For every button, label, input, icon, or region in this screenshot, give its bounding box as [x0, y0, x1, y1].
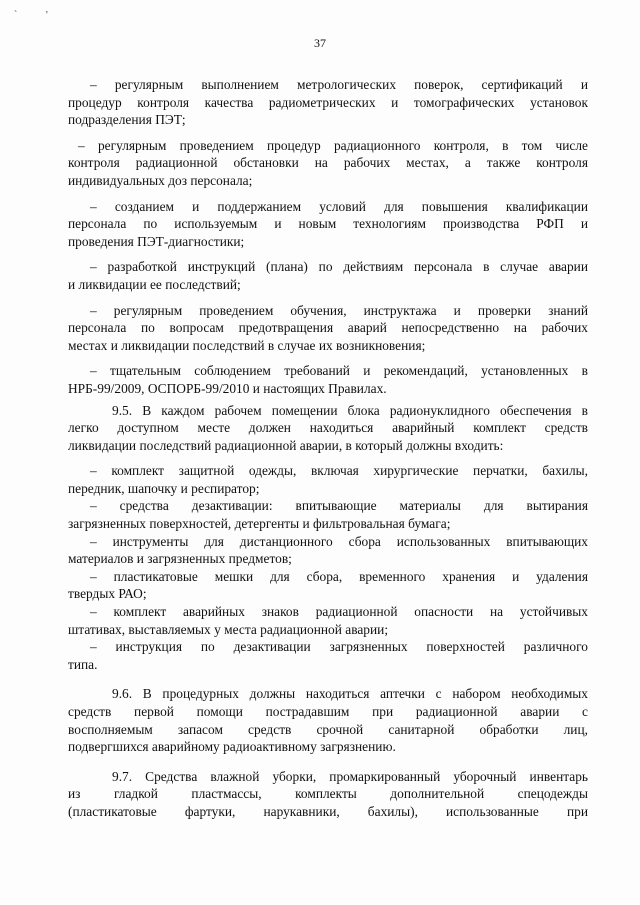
- text-line: персонала по используемым и новым технологиям производства РФП и: [68, 216, 588, 232]
- text-line: индивидуальных доз персонала;: [68, 172, 253, 188]
- text-line: персонала по вопросам предотвращения аварий непосредственно на рабочих: [68, 320, 588, 336]
- text-line: 9.5. В каждом рабочем помещении блока радионуклидного обеспечения в: [112, 402, 588, 418]
- text-line: 9.6. В процедурных должны находиться аптечки с набором необходимых: [112, 686, 588, 702]
- text-line: – инструкция по дезактивации загрязненных поверхностей различного: [90, 639, 588, 655]
- text-line: подвергшихся аварийному радиоактивному загрязнению.: [68, 739, 396, 755]
- list-item: [68, 603, 588, 638]
- text-line: – инструменты для дистанционного сбора использованных впитывающих: [90, 533, 588, 549]
- text-line: восполняемым запасом средств срочной санитарной обработки лиц,: [68, 721, 588, 737]
- paragraph-9-6: [68, 685, 588, 755]
- list-item: [68, 533, 588, 568]
- text-line: легко доступном месте должен находиться аварийный комплект средств: [68, 420, 588, 436]
- paragraph: [68, 198, 588, 251]
- text-line: средств первой помощи пострадавшим при радиационной аварии с: [68, 704, 588, 719]
- text-line: – пластикатовые мешки для сбора, временного хранения и удаления: [90, 568, 588, 584]
- text-line: из гладкой пластмассы, комплекты дополнительной спецодежды: [68, 786, 588, 802]
- text-line: 9.7. Средства влажной уборки, промаркированный уборочный инвентарь: [112, 768, 588, 784]
- text-line: типа.: [68, 656, 98, 672]
- paragraph: [68, 258, 588, 293]
- paragraph-9-7: [68, 768, 588, 821]
- text-line: – тщательным соблюдением требований и рекомендаций, установленных в: [90, 363, 588, 379]
- text-line: (пластикатовые фартуки, нарукавники, бахилы), использованные при: [68, 803, 588, 819]
- text-line: ликвидации последствий радиационной аварии, в который должны входить:: [68, 437, 504, 453]
- text-line: – регулярным проведением процедур радиационного контроля, в том числе: [78, 137, 588, 153]
- text-line: проведения ПЭТ-диагностики;: [68, 233, 245, 249]
- text-line: – регулярным выполнением метрологических поверок, сертификаций и: [90, 77, 588, 92]
- text-line: подразделения ПЭТ;: [68, 112, 186, 128]
- text-line: процедур контроля качества радиометрических и томографических установок: [68, 94, 588, 110]
- list-item: [68, 462, 588, 497]
- paragraph: [68, 302, 588, 355]
- text-line: – созданием и поддержанием условий для повышения квалификации: [90, 198, 588, 214]
- paragraph: [68, 137, 588, 190]
- paragraph-9-5: [68, 402, 588, 455]
- text-line: – комплект аварийных знаков радиационной опасности на устойчивых: [90, 604, 588, 620]
- text-line: – регулярным проведением обучения, инструктажа и проверки знаний: [90, 302, 588, 318]
- text-line: штативах, выставляемых у места радиационной аварии;: [68, 621, 389, 637]
- list-item: [68, 568, 588, 603]
- text-line: – комплект защитной одежды, включая хирургические перчатки, бахилы,: [90, 463, 588, 479]
- text-line: и ликвидации ее последствий;: [68, 276, 241, 292]
- page-number: 37: [314, 36, 326, 50]
- scan-artifact: `: [14, 10, 18, 21]
- text-line: передник, шапочку и респиратор;: [68, 480, 260, 496]
- list-item: [68, 638, 588, 673]
- list-item: [68, 497, 588, 532]
- text-line: загрязненных поверхностей, детергенты и фильтровальная бумага;: [68, 516, 451, 532]
- text-line: твердых РАО;: [68, 586, 147, 602]
- text-line: – разработкой инструкций (плана) по действиям персонала в случае аварии: [90, 259, 588, 275]
- text-line: материалов и загрязненных предметов;: [68, 551, 292, 567]
- text-line: НРБ-99/2009, ОСПОРБ-99/2010 и настоящих Правилах.: [68, 380, 387, 396]
- paragraph: [68, 362, 588, 397]
- paragraph: [68, 76, 588, 129]
- document-body: [68, 76, 588, 821]
- scan-artifact: ': [46, 10, 48, 21]
- text-line: контроля радиационной обстановки на рабочих местах, а также контроля: [68, 155, 588, 171]
- text-line: – средства дезактивации: впитывающие материалы для вытирания: [90, 498, 588, 514]
- text-line: местах и ликвидации последствий в случае их возникновения;: [68, 337, 426, 353]
